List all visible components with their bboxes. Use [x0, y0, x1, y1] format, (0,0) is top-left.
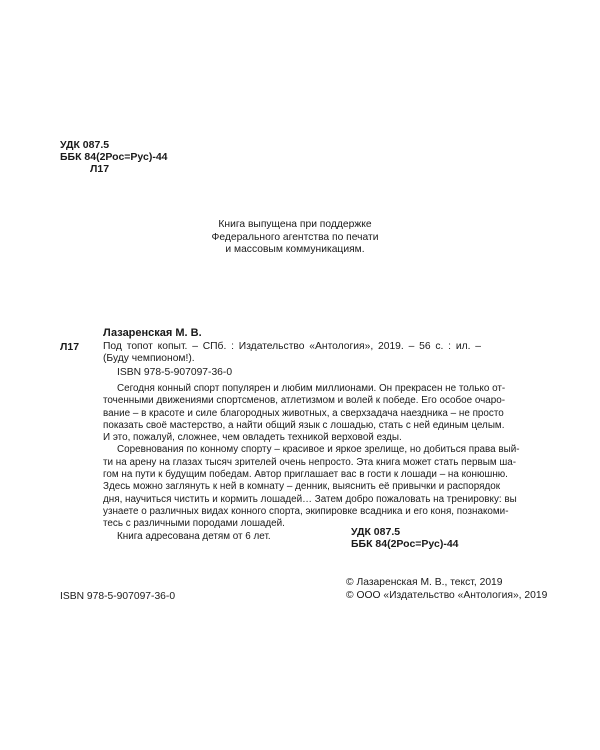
copyright-author: © Лазаренская М. В., текст, 2019 [346, 577, 503, 588]
copyright-block [346, 576, 547, 602]
annotation-line: Сегодня конный спорт популярен и любим миллионами. Он прекрасен не только от- [117, 383, 506, 394]
support-line: Книга выпущена при поддержке [218, 219, 372, 230]
annotation-line: ти на арену на глазах тысяч зрителей очень непросто. Эта книга может стать первым ша- [103, 456, 517, 468]
udk-code: УДК 087.5 [351, 526, 401, 538]
annotation [103, 383, 520, 543]
annotation-paragraph [103, 444, 520, 530]
bbk-code: ББК 84(2Рос=Рус)-44 [351, 538, 459, 550]
annotation-line: точенными движениями спортсменов, атлетизмом и волей к победе. Его особое очаро- [103, 395, 506, 407]
annotation-paragraph [103, 383, 506, 444]
annotation-line: узнаете о различных видах конного спорта, экипировке всадника и его коня, познакоми- [103, 505, 509, 517]
annotation-line: Книга адресована детям от 6 лет. [117, 530, 271, 542]
annotation-line: Здесь можно заглянуть к ней в комнату – денник, выяснить её привычки и распорядок [103, 481, 501, 493]
isbn-number-bottom: ISBN 978-5-907097-36-0 [60, 591, 176, 602]
support-notice [150, 219, 440, 257]
annotation-line: дня, научиться чистить и кормить лошадей… Затем добро пожаловать на тренировку: вы [103, 493, 517, 505]
copyright-publisher: © ООО «Издательство «Антология», 2019 [346, 590, 548, 601]
classification-block-top [60, 139, 168, 175]
bibliographic-description [103, 341, 481, 366]
book-author: Лазаренская М. В. [103, 327, 202, 339]
support-line: Федерального агентства по печати [211, 231, 379, 243]
annotation-line: вание – в красоте и силе благородных животных, а сверхзадача наездника – не просто [103, 407, 504, 419]
annotation-line: тесь с различными породами лошадей. [103, 518, 285, 530]
annotation-line: показать своё мастерство, а найти общий язык с лошадью, стать с ней единым целым. [103, 419, 505, 431]
biblio-line: Под топот копыт. – СПб. : Издательство «Антология», 2019. – 56 с. : ил. – [103, 341, 481, 352]
isbn-number: ISBN 978-5-907097-36-0 [117, 367, 233, 378]
annotation-line: гом на пути к будущим победам. Автор приглашает вас в гости к лошади – на конюшню. [103, 469, 508, 481]
annotation-line: Соревнования по конному спорту – красивое и яркое зрелище, но добиться права вый- [117, 444, 520, 456]
author-sign: Л17 [90, 163, 110, 175]
udk-code: УДК 087.5 [60, 139, 110, 151]
support-line: и массовым коммуникациям. [225, 244, 365, 256]
biblio-line: (Буду чемпионом!). [103, 353, 195, 365]
annotation-line: И это, пожалуй, сложнее, чем овладеть техникой верховой езды. [103, 432, 402, 444]
bbk-code: ББК 84(2Рос=Рус)-44 [60, 151, 168, 163]
classification-block-bottom [351, 526, 459, 550]
author-sign-code: Л17 [60, 341, 80, 353]
